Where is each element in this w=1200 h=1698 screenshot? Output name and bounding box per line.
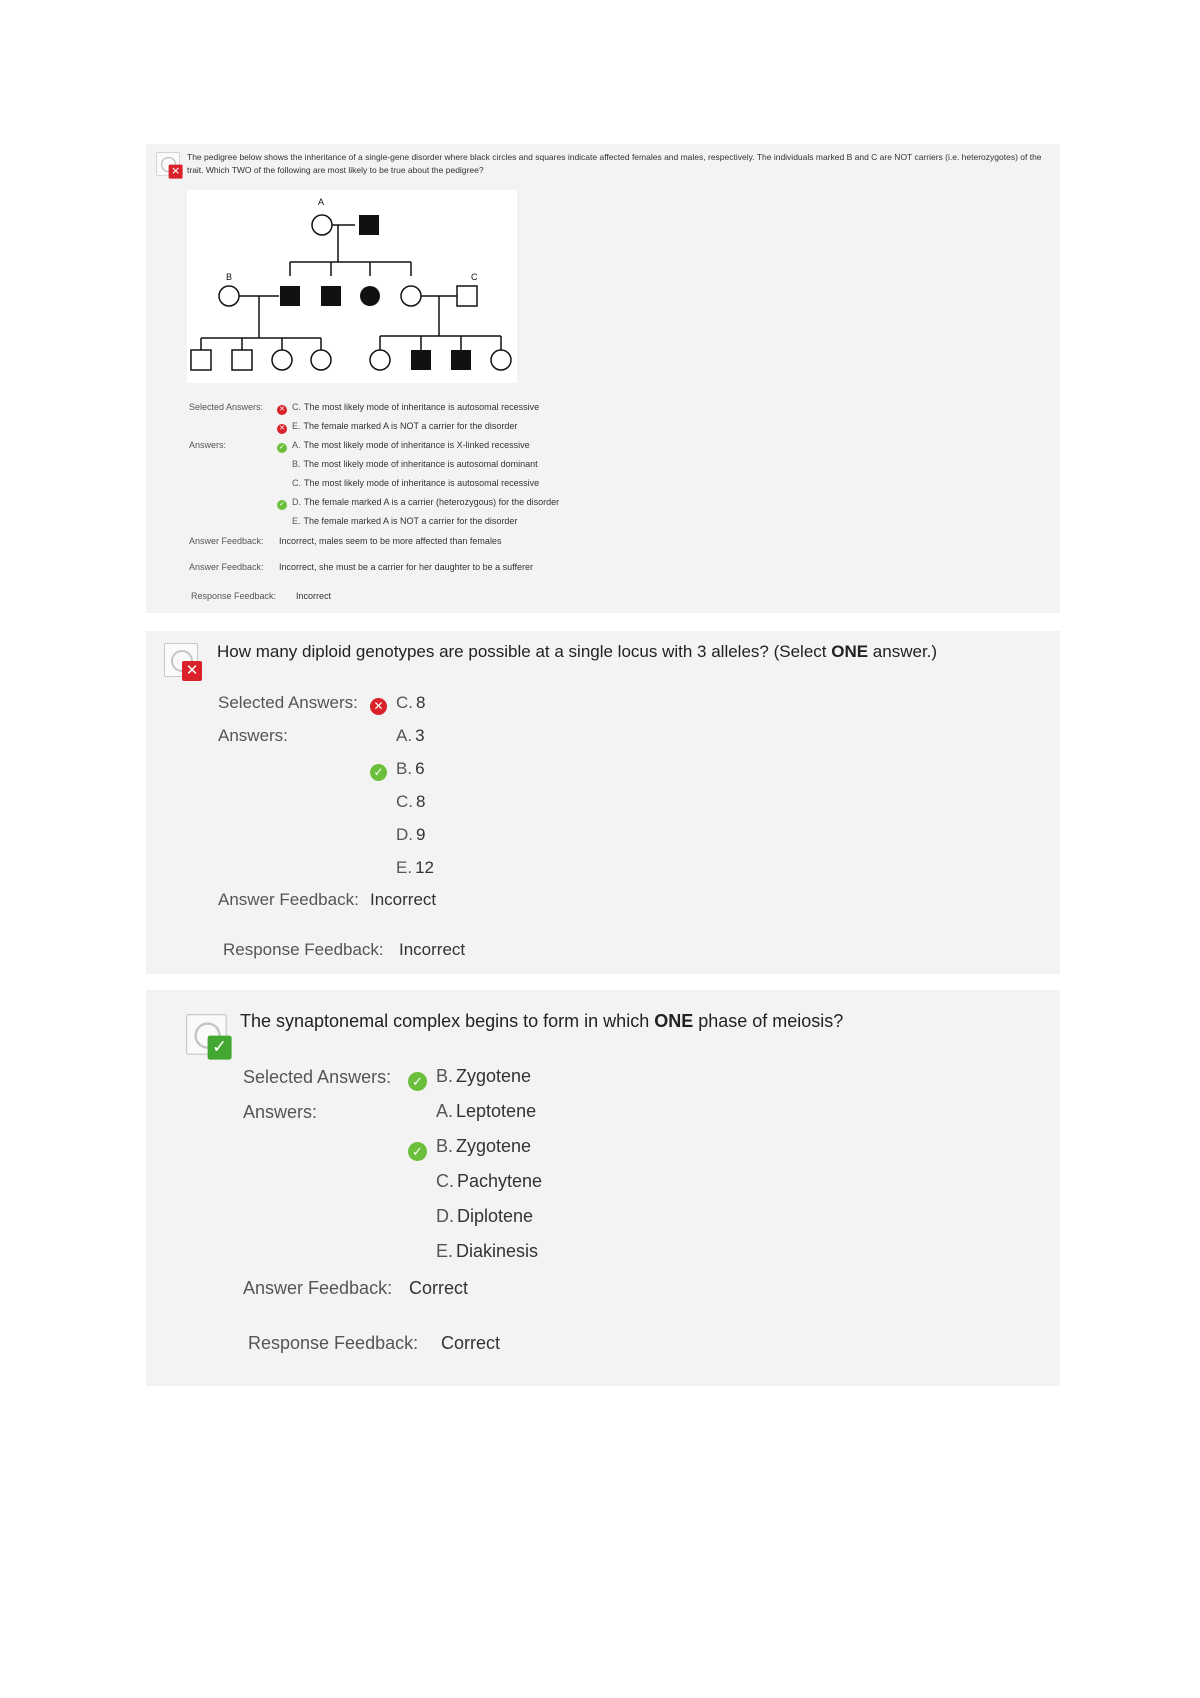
answer-letter: E. [292, 516, 301, 526]
answer-letter: B. [436, 1136, 454, 1156]
question-status-icon [156, 152, 183, 179]
answer-text: 8 [416, 693, 426, 712]
pedigree-affected-male [321, 286, 341, 306]
answer-letter: B. [292, 459, 301, 469]
answer-letter: C. [396, 693, 413, 712]
answers-label: Answers: [189, 440, 227, 450]
answer-text: 9 [416, 825, 426, 844]
check-icon: ✓ [208, 1036, 232, 1060]
pedigree-male [232, 350, 252, 370]
answer-row [396, 792, 425, 812]
answer-text: 8 [416, 792, 426, 811]
close-icon: ✕ [182, 661, 202, 681]
answer-row [436, 1171, 542, 1192]
answer-text: The most likely mode of inheritance is X-linked recessive [303, 440, 530, 450]
answer-letter: C. [292, 478, 301, 488]
answer-row [436, 1136, 531, 1157]
check-icon: ✓ [408, 1142, 427, 1161]
pedigree-female [370, 350, 390, 370]
answer-letter: D. [292, 497, 301, 507]
answer-text: 6 [415, 759, 425, 778]
answer-text: The most likely mode of inheritance is autosomal recessive [304, 478, 540, 488]
answer-row [396, 726, 425, 746]
close-icon: ✕ [277, 405, 287, 415]
check-icon: ✓ [277, 500, 287, 510]
pedigree-female-B [219, 286, 239, 306]
pedigree-label-B: B [226, 272, 233, 282]
answers-label: Answers: [243, 1102, 318, 1122]
question-card-2 [146, 631, 1060, 974]
question-text-part: answer.) [868, 642, 938, 661]
answer-text: The most likely mode of inheritance is autosomal recessive [304, 402, 540, 412]
question-status-icon [164, 643, 202, 681]
answer-row [396, 759, 425, 779]
answer-text: Pachytene [457, 1171, 543, 1191]
response-feedback-text: Correct [441, 1333, 501, 1353]
question-text-part: phase of meiosis? [693, 1011, 844, 1031]
question-text-emphasis: ONE [654, 1011, 694, 1031]
answer-letter: C. [396, 792, 413, 811]
question-status-icon [186, 1014, 232, 1060]
answer-text: The female marked A is a carrier (heterozygous) for the disorder [304, 497, 560, 507]
answer-letter: E. [396, 858, 413, 877]
answer-feedback-text: Correct [409, 1278, 469, 1298]
pedigree-affected-male [359, 215, 379, 235]
answer-text: The female marked A is NOT a carrier for the disorder [303, 516, 518, 526]
answer-row [292, 459, 538, 469]
answers-label: Answers: [218, 726, 288, 745]
answer-text: The female marked A is NOT a carrier for the disorder [303, 421, 518, 431]
answer-text: Zygotene [456, 1136, 532, 1156]
answer-letter: D. [396, 825, 413, 844]
answer-text: 12 [415, 858, 434, 877]
check-icon: ✓ [408, 1072, 427, 1091]
response-feedback-text: Incorrect [296, 591, 332, 601]
answer-row [292, 440, 530, 450]
answer-letter: C. [292, 402, 301, 412]
answer-letter: C. [436, 1171, 454, 1191]
question-text [217, 642, 937, 662]
answer-row [396, 858, 434, 878]
pedigree-svg [187, 190, 517, 383]
pedigree-female [491, 350, 511, 370]
question-text: The pedigree below shows the inheritance of a single-gene disorder where black circles and squares indicate affected females and males, respectively. The individuals marked B and C are NOT carriers (i.e. heterozygotes) of the trait. Which TWO of the following are most likely to be true about the pedigree? [187, 152, 1042, 175]
answer-row [436, 1206, 533, 1227]
answer-row [436, 1241, 538, 1262]
response-feedback-label: Response Feedback: [191, 591, 277, 601]
selected-answer-row [292, 402, 539, 412]
question-text-part: The synaptonemal complex begins to form in which [240, 1011, 655, 1031]
pedigree-affected-male [451, 350, 471, 370]
answer-letter: E. [292, 421, 301, 431]
selected-answer-row [436, 1066, 531, 1087]
pedigree-female [272, 350, 292, 370]
pedigree-female-A [312, 215, 332, 235]
answer-feedback-text: Incorrect [370, 890, 437, 909]
pedigree-male [191, 350, 211, 370]
answer-text: The most likely mode of inheritance is autosomal dominant [303, 459, 538, 469]
answer-text: Zygotene [456, 1066, 532, 1086]
answer-feedback-label: Answer Feedback: [189, 536, 264, 546]
close-icon: ✕ [169, 165, 183, 179]
pedigree-affected-male [411, 350, 431, 370]
answer-letter: B. [396, 759, 413, 778]
check-icon: ✓ [370, 764, 387, 781]
answer-letter: B. [436, 1066, 454, 1086]
answer-feedback-label: Answer Feedback: [218, 890, 359, 909]
pedigree-female [311, 350, 331, 370]
answer-letter: A. [436, 1101, 454, 1121]
pedigree-label-C: C [471, 272, 478, 282]
answer-feedback-text: Incorrect, she must be a carrier for her daughter to be a sufferer [279, 562, 533, 572]
answer-row [292, 497, 559, 507]
selected-answers-label: Selected Answers: [189, 402, 264, 412]
answer-feedback-label: Answer Feedback: [243, 1278, 393, 1298]
selected-answers-label: Selected Answers: [218, 693, 358, 712]
question-card-3 [146, 990, 1060, 1386]
answer-letter: D. [436, 1206, 454, 1226]
answer-feedback-label: Answer Feedback: [189, 562, 264, 572]
answer-letter: E. [436, 1241, 454, 1261]
answer-row [292, 478, 539, 488]
answer-row [292, 516, 517, 526]
pedigree-label-A: A [318, 197, 325, 207]
close-icon: ✕ [370, 698, 387, 715]
response-feedback-label: Response Feedback: [223, 940, 384, 959]
selected-answer-row [396, 693, 425, 713]
response-feedback-text: Incorrect [399, 940, 466, 959]
check-icon: ✓ [277, 443, 287, 453]
answer-row [396, 825, 425, 845]
answer-text: Diplotene [457, 1206, 534, 1226]
question-text-emphasis: ONE [831, 642, 869, 661]
answer-text: Diakinesis [456, 1241, 539, 1261]
answer-row [436, 1101, 536, 1122]
answer-letter: A. [292, 440, 301, 450]
selected-answer-row [292, 421, 517, 431]
answer-letter: A. [396, 726, 413, 745]
question-text-part: How many diploid genotypes are possible at a single locus with 3 alleles? (Select [217, 642, 832, 661]
pedigree-male-C [457, 286, 477, 306]
question-text [240, 1011, 843, 1032]
close-icon: ✕ [277, 424, 287, 434]
answer-text: 3 [415, 726, 425, 745]
answer-feedback-text: Incorrect, males seem to be more affected than females [279, 536, 502, 546]
response-feedback-label: Response Feedback: [248, 1333, 419, 1353]
pedigree-female [401, 286, 421, 306]
answer-text: Leptotene [456, 1101, 537, 1121]
pedigree-affected-female [360, 286, 380, 306]
pedigree-affected-male [280, 286, 300, 306]
selected-answers-label: Selected Answers: [243, 1067, 392, 1087]
pedigree-diagram [187, 190, 517, 383]
